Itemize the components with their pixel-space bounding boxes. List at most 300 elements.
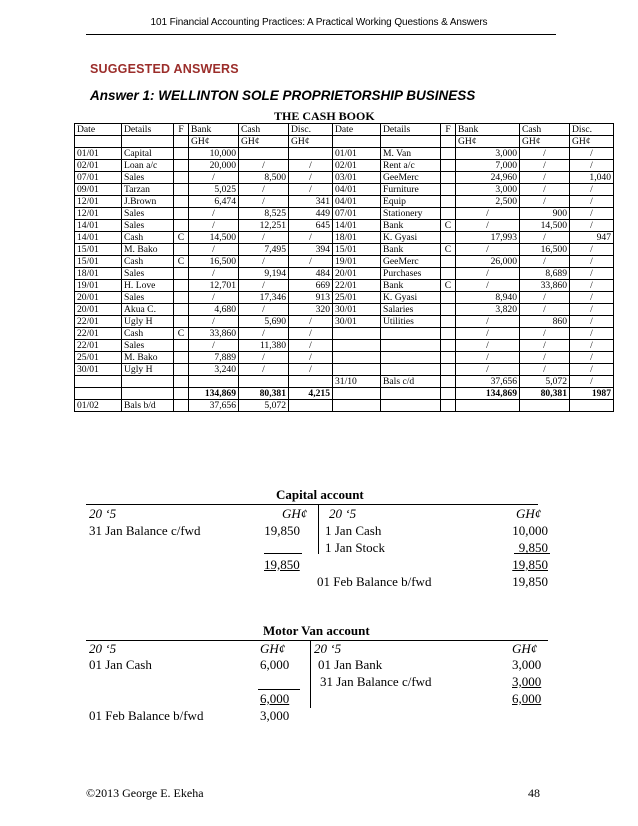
table-cell: [333, 328, 381, 340]
table-cell: 1,040: [570, 172, 614, 184]
capital-right-total: 19,850: [512, 557, 548, 572]
table-cell: Bank: [381, 220, 441, 232]
table-cell: H. Love: [122, 280, 174, 292]
table-cell: /: [289, 364, 333, 376]
table-cell: /: [239, 196, 289, 208]
table-cell: 6,474: [189, 196, 239, 208]
table-cell: 30/01: [75, 364, 122, 376]
table-cell: /: [520, 364, 570, 376]
motor-van-account-divider: [310, 640, 311, 708]
table-cell: /: [189, 340, 239, 352]
table-cell: 01/02: [75, 400, 122, 412]
table-cell: [381, 352, 441, 364]
motor-van-left-entry-desc: 01 Jan Cash: [89, 657, 152, 672]
table-cell: 860: [520, 316, 570, 328]
table-cell: 18/01: [333, 232, 381, 244]
table-cell: /: [456, 364, 520, 376]
table-cell: [333, 352, 381, 364]
table-cell: /: [289, 340, 333, 352]
capital-left-entry-desc: 31 Jan Balance c/fwd: [89, 523, 201, 538]
table-cell: Bank: [456, 124, 520, 136]
table-cell: [289, 148, 333, 160]
table-currency-row: [75, 136, 614, 148]
motor-van-right-year: 20 ‘5: [314, 641, 342, 656]
table-cell: /: [239, 232, 289, 244]
table-cell: 33,860: [189, 328, 239, 340]
table-cell: [75, 376, 122, 388]
table-cell: [381, 364, 441, 376]
table-cell: /: [239, 364, 289, 376]
table-cell: /: [520, 196, 570, 208]
table-cell: 02/01: [75, 160, 122, 172]
table-cell: /: [570, 376, 614, 388]
table-cell: [570, 400, 614, 412]
table-cell: 5,072: [239, 400, 289, 412]
table-cell: 134,869: [456, 388, 520, 400]
table-cell: /: [189, 316, 239, 328]
table-cell: Rent a/c: [381, 160, 441, 172]
motor-van-left-total: 6,000: [260, 691, 290, 706]
table-cell: /: [189, 244, 239, 256]
table-row: [75, 268, 614, 280]
table-cell: Bank: [381, 244, 441, 256]
table-cell: F: [441, 124, 456, 136]
table-cell: [174, 244, 189, 256]
table-cell: Details: [122, 124, 174, 136]
header-divider: [86, 34, 556, 35]
section-title: SUGGESTED ANSWERS: [90, 62, 239, 76]
table-cell: 3,000: [456, 184, 520, 196]
table-cell: [441, 232, 456, 244]
table-row: [75, 256, 614, 268]
table-cell: M. Bako: [122, 352, 174, 364]
table-cell: 15/01: [75, 256, 122, 268]
motor-van-bf-amount: 3,000: [260, 708, 290, 723]
table-cell: [75, 388, 122, 400]
table-cell: /: [456, 220, 520, 232]
table-cell: [441, 160, 456, 172]
table-cell: Disc.: [289, 124, 333, 136]
table-row: [75, 172, 614, 184]
table-cell: 12/01: [75, 196, 122, 208]
table-cell: 5,025: [189, 184, 239, 196]
table-cell: 320: [289, 304, 333, 316]
motor-van-left-year: 20 ‘5: [89, 641, 117, 656]
table-cell: C: [174, 256, 189, 268]
table-cell: 341: [289, 196, 333, 208]
table-cell: Sales: [122, 208, 174, 220]
table-cell: /: [289, 352, 333, 364]
table-cell: [174, 400, 189, 412]
table-cell: 8,525: [239, 208, 289, 220]
table-cell: /: [239, 256, 289, 268]
table-cell: 07/01: [333, 208, 381, 220]
table-cell: M. Van: [381, 148, 441, 160]
table-cell: /: [456, 340, 520, 352]
table-row: [75, 388, 614, 400]
capital-account-rule: [86, 504, 538, 505]
table-cell: [174, 280, 189, 292]
table-cell: GeeMerc: [381, 256, 441, 268]
table-cell: [174, 220, 189, 232]
table-cell: [239, 376, 289, 388]
table-cell: 25/01: [75, 352, 122, 364]
capital-account-title: Capital account: [276, 487, 364, 502]
table-cell: Utilities: [381, 316, 441, 328]
table-cell: 3,240: [189, 364, 239, 376]
table-cell: 8,689: [520, 268, 570, 280]
capital-right-entry-desc: 1 Jan Cash: [325, 523, 382, 538]
table-cell: [381, 388, 441, 400]
table-cell: 19/01: [333, 256, 381, 268]
table-cell: /: [570, 196, 614, 208]
cash-book-body: [75, 124, 614, 412]
table-cell: /: [570, 160, 614, 172]
table-row: [75, 148, 614, 160]
table-cell: Bank: [189, 124, 239, 136]
capital-bf-desc: 01 Feb Balance b/fwd: [317, 574, 432, 589]
capital-left-total: 19,850: [264, 557, 300, 572]
table-cell: [441, 196, 456, 208]
table-cell: C: [441, 280, 456, 292]
motor-van-left-currency: GH¢: [260, 641, 286, 656]
table-cell: [441, 364, 456, 376]
table-cell: [441, 148, 456, 160]
table-cell: [441, 208, 456, 220]
table-cell: Sales: [122, 268, 174, 280]
table-cell: Bals c/d: [381, 376, 441, 388]
table-cell: Furniture: [381, 184, 441, 196]
table-cell: /: [570, 364, 614, 376]
table-cell: 7,889: [189, 352, 239, 364]
table-cell: /: [239, 328, 289, 340]
table-cell: /: [189, 268, 239, 280]
table-cell: GH¢: [189, 136, 239, 148]
motor-van-right-currency: GH¢: [512, 641, 538, 656]
table-cell: Tarzan: [122, 184, 174, 196]
capital-right-entry-amount: 10,000: [512, 523, 548, 538]
table-cell: C: [174, 232, 189, 244]
table-cell: [441, 340, 456, 352]
table-cell: [520, 400, 570, 412]
table-cell: /: [456, 208, 520, 220]
table-cell: [174, 388, 189, 400]
table-cell: /: [456, 316, 520, 328]
table-cell: [174, 292, 189, 304]
table-cell: [174, 208, 189, 220]
motor-van-bf-desc: 01 Feb Balance b/fwd: [89, 708, 204, 723]
table-cell: 80,381: [239, 388, 289, 400]
table-cell: [75, 136, 122, 148]
table-cell: 5,690: [239, 316, 289, 328]
table-cell: Cash: [239, 124, 289, 136]
table-cell: /: [520, 172, 570, 184]
table-cell: /: [289, 184, 333, 196]
capital-left-currency: GH¢: [282, 506, 308, 521]
table-cell: /: [570, 352, 614, 364]
motor-van-account-title: Motor Van account: [263, 623, 370, 638]
table-cell: 02/01: [333, 160, 381, 172]
table-cell: [441, 256, 456, 268]
table-cell: 8,500: [239, 172, 289, 184]
table-cell: /: [570, 268, 614, 280]
table-cell: /: [289, 172, 333, 184]
table-cell: [441, 268, 456, 280]
table-cell: [441, 352, 456, 364]
table-cell: [289, 400, 333, 412]
table-cell: Cash: [122, 232, 174, 244]
table-cell: /: [189, 292, 239, 304]
table-cell: [239, 148, 289, 160]
table-cell: [174, 172, 189, 184]
table-cell: 7,495: [239, 244, 289, 256]
motor-van-right-entry-amount: 3,000: [512, 657, 542, 672]
table-row: [75, 340, 614, 352]
table-cell: [122, 388, 174, 400]
table-cell: [289, 376, 333, 388]
motor-van-left-entry-amount: 6,000: [260, 657, 290, 672]
table-cell: GH¢: [570, 136, 614, 148]
table-row: [75, 232, 614, 244]
table-cell: 14/01: [333, 220, 381, 232]
table-cell: [174, 196, 189, 208]
table-cell: /: [570, 244, 614, 256]
table-cell: Akua C.: [122, 304, 174, 316]
table-cell: 17,346: [239, 292, 289, 304]
table-cell: K. Gyasi: [381, 292, 441, 304]
table-cell: /: [239, 184, 289, 196]
table-cell: [333, 136, 381, 148]
capital-left-year: 20 ‘5: [89, 506, 117, 521]
table-cell: /: [456, 268, 520, 280]
table-cell: 03/01: [333, 172, 381, 184]
table-cell: C: [441, 244, 456, 256]
table-cell: 30/01: [333, 304, 381, 316]
table-cell: 22/01: [75, 316, 122, 328]
table-cell: /: [289, 160, 333, 172]
table-cell: 17,993: [456, 232, 520, 244]
table-cell: Details: [381, 124, 441, 136]
table-cell: Stationery: [381, 208, 441, 220]
table-cell: GH¢: [456, 136, 520, 148]
table-cell: Disc.: [570, 124, 614, 136]
table-cell: [456, 400, 520, 412]
table-cell: /: [520, 352, 570, 364]
capital-right-year: 20 ‘5: [329, 506, 357, 521]
motor-van-right-entry-amount: 3,000: [512, 674, 542, 689]
capital-left-entry-amount: 19,850: [264, 523, 300, 538]
table-cell: /: [289, 328, 333, 340]
table-cell: 01/01: [333, 148, 381, 160]
table-cell: GeeMerc: [381, 172, 441, 184]
table-cell: 11,380: [239, 340, 289, 352]
table-cell: Ugly H: [122, 316, 174, 328]
cash-book-table: [74, 123, 614, 412]
table-cell: /: [570, 292, 614, 304]
table-cell: Capital: [122, 148, 174, 160]
table-cell: 15/01: [333, 244, 381, 256]
table-cell: [174, 160, 189, 172]
table-cell: /: [239, 304, 289, 316]
table-cell: /: [520, 292, 570, 304]
table-cell: Ugly H: [122, 364, 174, 376]
motor-van-right-total: 6,000: [512, 691, 542, 706]
table-cell: 33,860: [520, 280, 570, 292]
table-cell: 1987: [570, 388, 614, 400]
table-cell: Loan a/c: [122, 160, 174, 172]
table-row: [75, 160, 614, 172]
table-cell: /: [570, 328, 614, 340]
table-cell: 26,000: [456, 256, 520, 268]
table-cell: [381, 400, 441, 412]
table-row: [75, 328, 614, 340]
table-cell: /: [570, 256, 614, 268]
table-cell: /: [570, 184, 614, 196]
table-cell: /: [239, 280, 289, 292]
table-cell: [441, 292, 456, 304]
table-cell: 10,000: [189, 148, 239, 160]
table-cell: 134,869: [189, 388, 239, 400]
table-cell: /: [570, 316, 614, 328]
table-cell: 394: [289, 244, 333, 256]
table-row: [75, 400, 614, 412]
table-cell: /: [189, 220, 239, 232]
table-cell: [174, 136, 189, 148]
table-cell: 80,381: [520, 388, 570, 400]
table-cell: 947: [570, 232, 614, 244]
table-cell: Sales: [122, 220, 174, 232]
table-cell: /: [570, 220, 614, 232]
table-row: [75, 304, 614, 316]
table-cell: 14,500: [520, 220, 570, 232]
table-cell: GH¢: [289, 136, 333, 148]
motor-van-left-total-rule: [258, 689, 300, 690]
table-cell: [333, 388, 381, 400]
table-cell: /: [520, 232, 570, 244]
table-cell: /: [570, 208, 614, 220]
table-cell: 04/01: [333, 184, 381, 196]
table-cell: /: [520, 184, 570, 196]
table-cell: /: [239, 160, 289, 172]
table-cell: 37,656: [456, 376, 520, 388]
table-row: [75, 208, 614, 220]
running-header: 101 Financial Accounting Practices: A Practical Working Questions & Answers: [150, 17, 488, 28]
table-cell: [381, 136, 441, 148]
table-cell: [441, 316, 456, 328]
table-row: [75, 184, 614, 196]
table-cell: /: [520, 160, 570, 172]
table-cell: 7,000: [456, 160, 520, 172]
table-cell: [333, 364, 381, 376]
table-cell: Cash: [122, 256, 174, 268]
table-cell: 16,500: [189, 256, 239, 268]
answer-title: Answer 1: WELLINTON SOLE PROPRIETORSHIP BUSINESS: [90, 88, 476, 103]
table-row: [75, 196, 614, 208]
table-cell: /: [289, 316, 333, 328]
table-cell: 01/01: [75, 148, 122, 160]
table-cell: GH¢: [520, 136, 570, 148]
table-cell: M. Bako: [122, 244, 174, 256]
table-cell: [174, 340, 189, 352]
table-cell: 31/10: [333, 376, 381, 388]
table-cell: 20/01: [75, 304, 122, 316]
table-cell: 22/01: [333, 280, 381, 292]
table-cell: /: [189, 208, 239, 220]
table-cell: 30/01: [333, 316, 381, 328]
table-cell: 3,000: [456, 148, 520, 160]
table-cell: 12,701: [189, 280, 239, 292]
table-cell: [441, 328, 456, 340]
table-cell: 09/01: [75, 184, 122, 196]
table-cell: Date: [333, 124, 381, 136]
table-cell: 913: [289, 292, 333, 304]
table-cell: Purchases: [381, 268, 441, 280]
table-cell: 14,500: [189, 232, 239, 244]
capital-left-total-rule: [264, 553, 302, 554]
table-row: [75, 376, 614, 388]
table-cell: 3,820: [456, 304, 520, 316]
table-cell: Bals b/d: [122, 400, 174, 412]
table-cell: [441, 304, 456, 316]
table-row: [75, 244, 614, 256]
table-cell: [174, 376, 189, 388]
table-cell: 8,940: [456, 292, 520, 304]
table-cell: [174, 364, 189, 376]
table-row: [75, 316, 614, 328]
footer-copyright: ©2013 George E. Ekeha: [86, 786, 204, 800]
table-cell: [174, 268, 189, 280]
table-cell: /: [456, 280, 520, 292]
table-cell: /: [189, 172, 239, 184]
table-cell: 15/01: [75, 244, 122, 256]
table-cell: [441, 184, 456, 196]
table-cell: C: [441, 220, 456, 232]
table-cell: Date: [75, 124, 122, 136]
table-cell: [174, 184, 189, 196]
table-cell: [189, 376, 239, 388]
table-cell: /: [456, 328, 520, 340]
table-cell: 07/01: [75, 172, 122, 184]
table-cell: [441, 136, 456, 148]
table-cell: /: [289, 232, 333, 244]
table-cell: /: [520, 340, 570, 352]
table-cell: 449: [289, 208, 333, 220]
table-cell: 04/01: [333, 196, 381, 208]
table-cell: 2,500: [456, 196, 520, 208]
table-cell: 669: [289, 280, 333, 292]
capital-bf-amount: 19,850: [512, 574, 548, 589]
capital-account-divider: [318, 504, 319, 554]
table-cell: C: [174, 328, 189, 340]
table-cell: [381, 340, 441, 352]
capital-right-entry-amount: 9,850: [518, 540, 548, 555]
table-cell: 24,960: [456, 172, 520, 184]
table-cell: 645: [289, 220, 333, 232]
motor-van-right-entry-desc: 01 Jan Bank: [318, 657, 383, 672]
table-cell: [441, 400, 456, 412]
table-cell: Sales: [122, 172, 174, 184]
table-cell: [174, 316, 189, 328]
table-cell: K. Gyasi: [381, 232, 441, 244]
table-cell: 20,000: [189, 160, 239, 172]
cash-book-title: THE CASH BOOK: [274, 109, 375, 123]
table-cell: [174, 352, 189, 364]
table-cell: 900: [520, 208, 570, 220]
table-cell: [174, 304, 189, 316]
table-cell: /: [289, 256, 333, 268]
motor-van-right-entry-desc: 31 Jan Balance c/fwd: [320, 674, 432, 689]
table-cell: Sales: [122, 292, 174, 304]
